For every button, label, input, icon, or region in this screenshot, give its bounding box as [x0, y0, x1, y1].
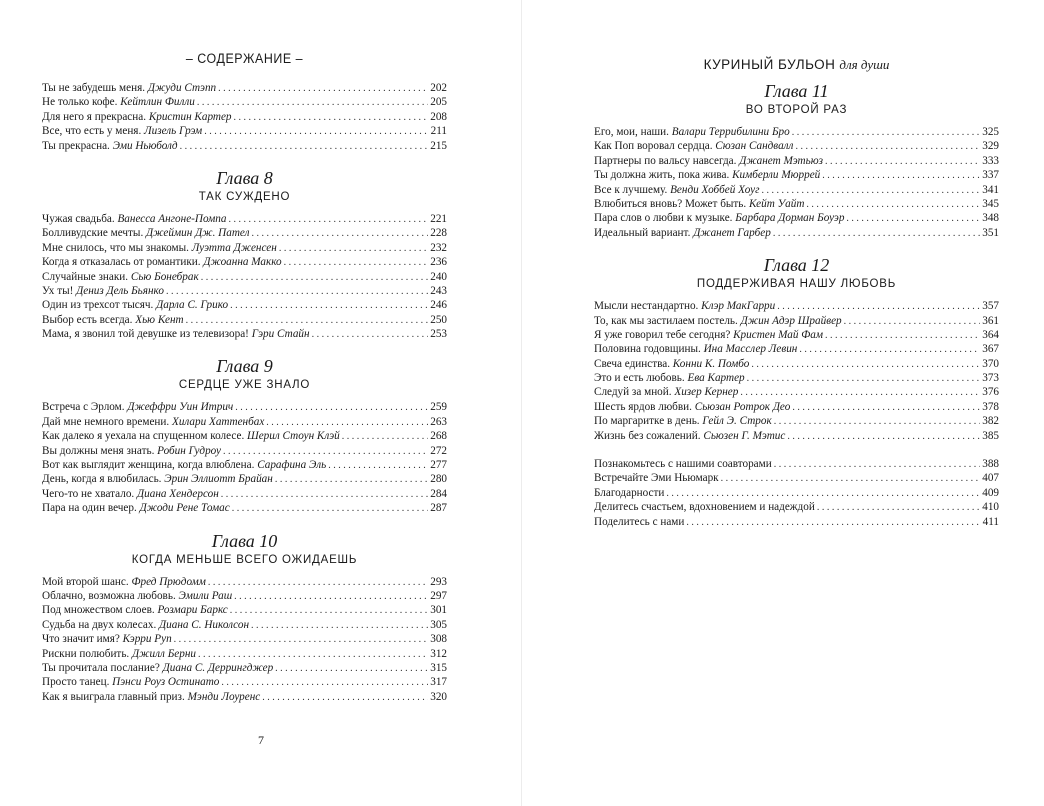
chapter-title: ПОДДЕРЖИВАЯ НАШУ ЛЮБОВЬ [696, 278, 897, 291]
right-page [522, 0, 1044, 806]
toc-entry: Мысли нестандартно. Клэр МакГарри . . . 357 [594, 299, 999, 313]
toc-entry: Как далеко я уехала на спущенном колесе. Шерил Стоун Клэй . . . 268 [42, 429, 447, 443]
toc-entry: Выбор есть всегда. Хью Кент . . . 250 [42, 313, 447, 327]
toc-entry: Ух ты! Дениз Дель Бьянко . . . 243 [42, 284, 447, 298]
chapter-label: Глава 11 [764, 81, 829, 101]
toc-entry: Партнеры по вальсу навсегда. Джанет Мэтьюз . . . 333 [594, 154, 999, 168]
toc-entry: Просто танец. Пэнси Роуз Остинато . . . 317 [42, 675, 447, 689]
toc-entry: Все к лучшему. Венди Хоббей Хоуг . . . 341 [594, 183, 999, 197]
toc-entry: Половина годовщины. Ина Масслер Левин . . . 367 [594, 342, 999, 356]
chapter-11-header [594, 80, 999, 119]
toc-entry: Делитесь счастьем, вдохновением и надеждой . . . 410 [594, 500, 999, 514]
series-title-main: КУРИНЫЙ БУЛЬОН [703, 57, 836, 72]
chapter-9-header [42, 355, 447, 394]
toc-entry: Познакомьтесь с нашими соавторами . . . 388 [594, 457, 999, 471]
toc-entry: Вы должны меня знать. Робин Гудроу . . . 272 [42, 444, 447, 458]
toc-entry: День, когда я влюбилась. Эрин Эллиотт Брайан . . . 280 [42, 472, 447, 486]
chapter-11-entries [594, 125, 999, 240]
toc-entry: Шесть ярдов любви. Сьюзан Ротрок Део . . . 378 [594, 400, 999, 414]
chapter-label: Глава 10 [211, 530, 278, 551]
toc-entry: Случайные знаки. Сью Бонебрак . . . 240 [42, 270, 447, 284]
running-head [594, 55, 999, 75]
toc-entry: По маргаритке в день. Гейл Э. Строк . . . 382 [594, 414, 999, 428]
series-title-script: для души [839, 57, 890, 72]
right-toc-column [594, 55, 999, 529]
toc-entry: Встреча с Эрлом. Джеффри Уин Итрич . . . 259 [42, 400, 447, 414]
back-matter-entries [594, 457, 999, 529]
chapter-9-entries [42, 400, 447, 515]
toc-entry: Следуй за мной. Хизер Кернер . . . 376 [594, 385, 999, 399]
chapter-8-header [42, 167, 447, 206]
toc-entry: Влюбиться вновь? Может быть. Кейт Уайт . . . 345 [594, 197, 999, 211]
toc-entry: Что значит имя? Кэрри Руп . . . 308 [42, 632, 447, 646]
chapter-title: ВО ВТОРОЙ РАЗ [745, 104, 848, 116]
toc-entry: Чего-то не хватало. Диана Хендерсон . . . 284 [42, 487, 447, 501]
chapter-label: Глава 8 [216, 167, 273, 188]
toc-entry: Судьба на двух колесах. Диана С. Николсон . . . 305 [42, 618, 447, 632]
toc-entry: Его, мои, наши. Валари Террибилини Бро . . . 325 [594, 125, 999, 139]
toc-entry: То, как мы застилаем постель. Джин Адэр Шрайвер . . . 361 [594, 314, 999, 328]
toc-entry: Ты прекрасна. Эми Ньюболд . . . 215 [42, 139, 447, 153]
left-toc-column [42, 50, 447, 704]
toc-entry: Дай мне немного времени. Хилари Хаттенбах . . . 263 [42, 415, 447, 429]
toc-entry: Рискни полюбить. Джилл Берни . . . 312 [42, 647, 447, 661]
toc-entry: Облачно, возможна любовь. Эмили Раш . . . 297 [42, 589, 447, 603]
chapter-label: Глава 9 [216, 356, 273, 377]
toc-entry: Мой второй шанс. Фред Прюдомм . . . 293 [42, 575, 447, 589]
toc-entry: Идеальный вариант. Джанет Гарбер . . . 351 [594, 226, 999, 240]
chapter-title: КОГДА МЕНЬШЕ ВСЕГО ОЖИДАЕШЬ [131, 553, 358, 566]
toc-entry: Это и есть любовь. Ева Картер . . . 373 [594, 371, 999, 385]
chapter-title: ТАК СУЖДЕНО [198, 190, 291, 203]
intro-entries [42, 81, 447, 153]
chapter-12-header [594, 254, 999, 293]
toc-entry: Мне снилось, что мы знакомы. Луэтта Дженсен . . . 232 [42, 241, 447, 255]
toc-entry: Пара на один вечер. Джоди Рене Томас . . . 287 [42, 501, 447, 515]
toc-entry: Под множеством слоев. Розмари Баркс . . . 301 [42, 603, 447, 617]
toc-entry: Ты должна жить, пока жива. Кимберли Мюррей . . . 337 [594, 168, 999, 182]
toc-entry: Благодарности . . . 409 [594, 486, 999, 500]
toc-entry: Не только кофе. Кейтлин Филли . . . 205 [42, 95, 447, 109]
toc-entry: Когда я отказалась от романтики. Джоанна Макко . . . 236 [42, 255, 447, 269]
toc-entry: Один из трехсот тысяч. Дарла С. Грико . . . 246 [42, 298, 447, 312]
toc-entry: Для него я прекрасна. Кристин Картер . . . 208 [42, 110, 447, 124]
chapter-title: СЕРДЦЕ УЖЕ ЗНАЛО [178, 379, 311, 392]
chapter-8-entries [42, 212, 447, 342]
toc-entry: Чужая свадьба. Ванесса Ангоне-Помпа . . . 221 [42, 212, 447, 226]
toc-entry: Я уже говорил тебе сегодня? Кристен Май Фам . . . 364 [594, 328, 999, 342]
chapter-10-header [42, 530, 447, 569]
toc-entry: Как Поп воровал сердца. Сюзан Сандвалл . . . 329 [594, 139, 999, 153]
chapter-10-entries [42, 575, 447, 705]
chapter-label: Глава 12 [763, 255, 830, 276]
toc-entry: Болливудские мечты. Джеймин Дж. Пател . . . 228 [42, 226, 447, 240]
toc-entry: Пара слов о любви к музыке. Барбара Дорман Боуэр . . . 348 [594, 211, 999, 225]
chapter-12-entries [594, 299, 999, 443]
toc-entry: Встречайте Эми Ньюмарк . . . 407 [594, 471, 999, 485]
toc-entry: Ты не забудешь меня. Джуди Стэпп . . . 202 [42, 81, 447, 95]
toc-entry: Жизнь без сожалений. Сьюзен Г. Мэтис . . . 385 [594, 429, 999, 443]
toc-entry: Ты прочитала послание? Диана С. Деррингджер . . . 315 [42, 661, 447, 675]
contents-heading: – СОДЕРЖАНИЕ – [185, 51, 304, 66]
toc-entry: Мама, я звонил той девушке из телевизора! Гэри Стайн . . . 253 [42, 327, 447, 341]
toc-entry: Вот как выглядит женщина, когда влюблена. Сарафина Эль . . . 277 [42, 458, 447, 472]
toc-entry: Свеча единства. Конни К. Помбо . . . 370 [594, 357, 999, 371]
toc-entry: Все, что есть у меня. Лизель Грэм . . . 211 [42, 124, 447, 138]
page-number: 7 [258, 733, 264, 747]
toc-entry: Как я выиграла главный приз. Мэнди Лоуренс . . . 320 [42, 690, 447, 704]
toc-entry: Поделитесь с нами . . . 411 [594, 515, 999, 529]
